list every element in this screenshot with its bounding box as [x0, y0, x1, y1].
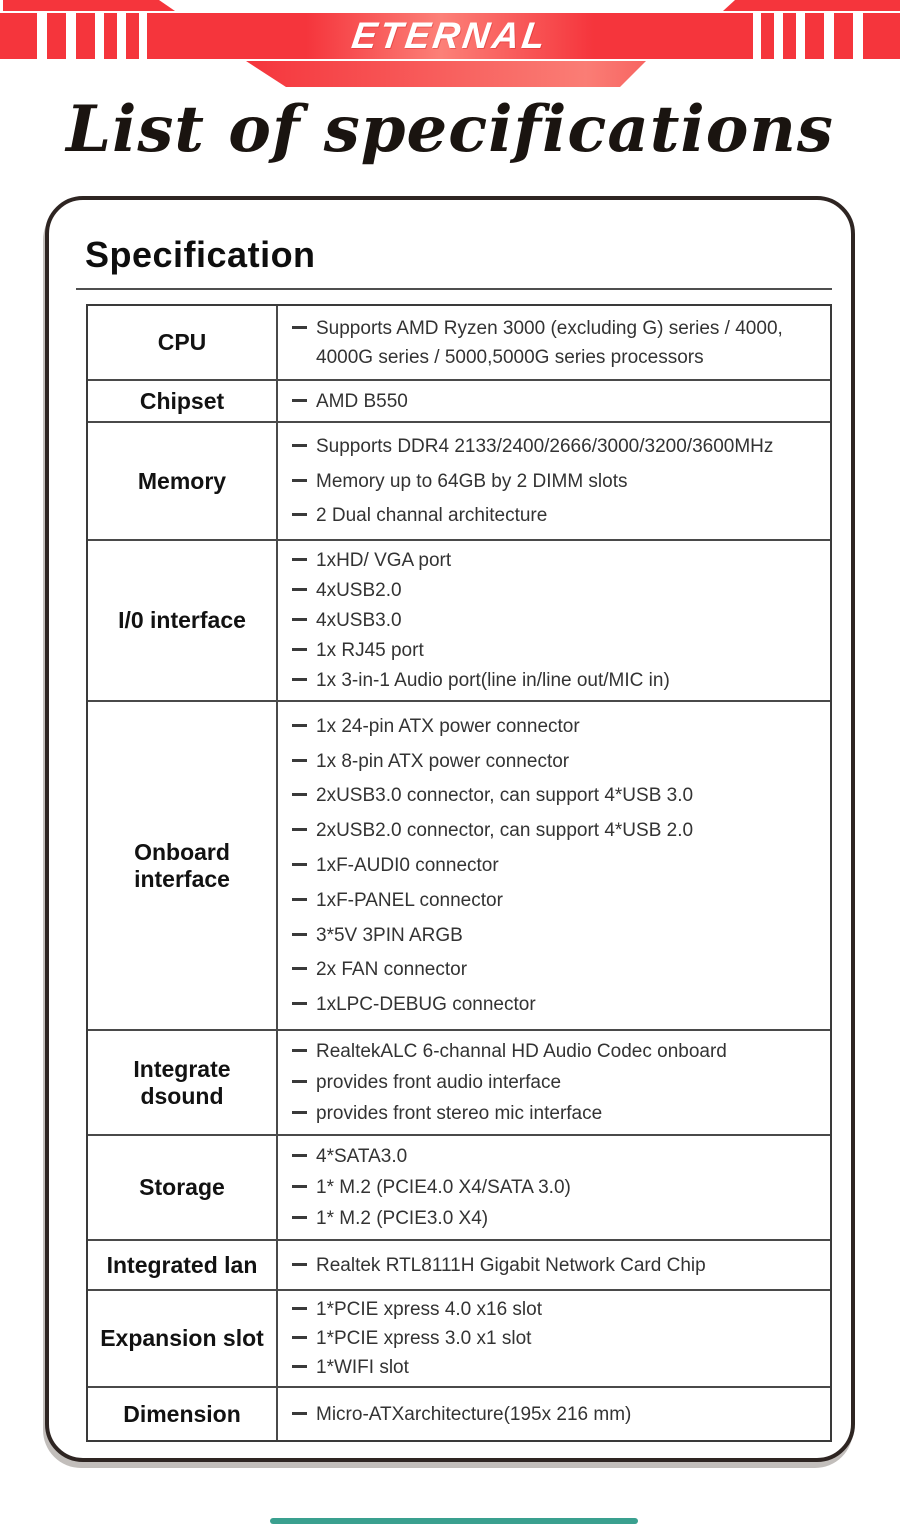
- page-title: List of specifications: [66, 92, 834, 167]
- row-label: CPU: [88, 306, 278, 379]
- spec-item: 1* M.2 (PCIE4.0 X4/SATA 3.0): [292, 1173, 822, 1202]
- table-row-integrated-lan: [88, 1241, 830, 1291]
- spec-item: 1x 3-in-1 Audio port(line in/line out/MIC in): [292, 666, 822, 695]
- row-values: [278, 1031, 830, 1134]
- row-label: Dimension: [88, 1388, 278, 1440]
- table-row-storage: [88, 1136, 830, 1241]
- row-values: [278, 1388, 830, 1440]
- banner-top-strip-left: [3, 0, 175, 11]
- row-label: Integrated lan: [88, 1241, 278, 1289]
- spec-item: Supports DDR4 2133/2400/2666/3000/3200/3600MHz: [292, 432, 822, 461]
- row-label: Onboard interface: [88, 702, 278, 1029]
- table-row-dimension: [88, 1388, 830, 1440]
- row-values: [278, 541, 830, 700]
- spec-item: 1*WIFI slot: [292, 1353, 822, 1382]
- spec-item: 1* M.2 (PCIE3.0 X4): [292, 1204, 822, 1233]
- spec-item: RealtekALC 6-channal HD Audio Codec onboard: [292, 1037, 822, 1066]
- row-values: [278, 702, 830, 1029]
- spec-item: 1*PCIE xpress 4.0 x16 slot: [292, 1295, 822, 1324]
- row-values: [278, 306, 830, 379]
- spec-item: provides front audio interface: [292, 1068, 822, 1097]
- spec-item: Micro-ATXarchitecture(195x 216 mm): [292, 1400, 822, 1429]
- spec-item: provides front stereo mic interface: [292, 1099, 822, 1128]
- heading-rule: [76, 288, 832, 290]
- table-row-cpu: [88, 306, 830, 381]
- spec-item: 4xUSB3.0: [292, 606, 822, 635]
- card-heading: Specification: [85, 234, 316, 275]
- spec-item: Memory up to 64GB by 2 DIMM slots: [292, 467, 822, 496]
- spec-item: 1*PCIE xpress 3.0 x1 slot: [292, 1324, 822, 1353]
- row-values: [278, 1291, 830, 1386]
- spec-item: 1xF-AUDI0 connector: [292, 851, 822, 880]
- row-label: Expansion slot: [88, 1291, 278, 1386]
- row-values: [278, 1136, 830, 1239]
- row-values: [278, 381, 830, 421]
- row-label: Chipset: [88, 381, 278, 421]
- table-row-expansion-slot: [88, 1291, 830, 1388]
- spec-item: Supports AMD Ryzen 3000 (excluding G) series / 4000, 4000G series / 5000,5000G series processors: [292, 314, 822, 372]
- banner-top-strip-right: [723, 0, 900, 11]
- spec-item: 1x RJ45 port: [292, 636, 822, 665]
- spec-item: 3*5V 3PIN ARGB: [292, 921, 822, 950]
- bottom-accent-bar: [270, 1518, 638, 1524]
- spec-item: 1x 8-pin ATX power connector: [292, 747, 822, 776]
- brand-banner: [0, 0, 900, 90]
- spec-item: 4*SATA3.0: [292, 1142, 822, 1171]
- row-label: Storage: [88, 1136, 278, 1239]
- spec-item: 1xLPC-DEBUG connector: [292, 990, 822, 1019]
- spec-item: 1x 24-pin ATX power connector: [292, 712, 822, 741]
- table-row-integrated-sound: [88, 1031, 830, 1136]
- table-row-onboard-interface: [88, 702, 830, 1031]
- row-label: I/0 interface: [88, 541, 278, 700]
- spec-item: 4xUSB2.0: [292, 576, 822, 605]
- spec-item: 2xUSB3.0 connector, can support 4*USB 3.0: [292, 781, 822, 810]
- spec-item: 2 Dual channal architecture: [292, 501, 822, 530]
- spec-item: AMD B550: [292, 387, 822, 416]
- row-values: [278, 1241, 830, 1289]
- spec-item: 2x FAN connector: [292, 955, 822, 984]
- banner-bottom-trapezoid: [246, 61, 646, 87]
- row-values: [278, 423, 830, 539]
- spec-item: Realtek RTL8111H Gigabit Network Card Chip: [292, 1251, 822, 1280]
- brand-logo-text: ETERNAL: [349, 15, 551, 56]
- banner-bar: [0, 13, 900, 59]
- spec-table: [86, 304, 832, 1442]
- specification-card: [45, 196, 855, 1462]
- table-row-io-interface: [88, 541, 830, 702]
- spec-item: 1xF-PANEL connector: [292, 886, 822, 915]
- table-row-chipset: [88, 381, 830, 423]
- row-label: Memory: [88, 423, 278, 539]
- row-label: Integrate dsound: [88, 1031, 278, 1134]
- spec-item: 2xUSB2.0 connector, can support 4*USB 2.0: [292, 816, 822, 845]
- spec-item: 1xHD/ VGA port: [292, 546, 822, 575]
- table-row-memory: [88, 423, 830, 541]
